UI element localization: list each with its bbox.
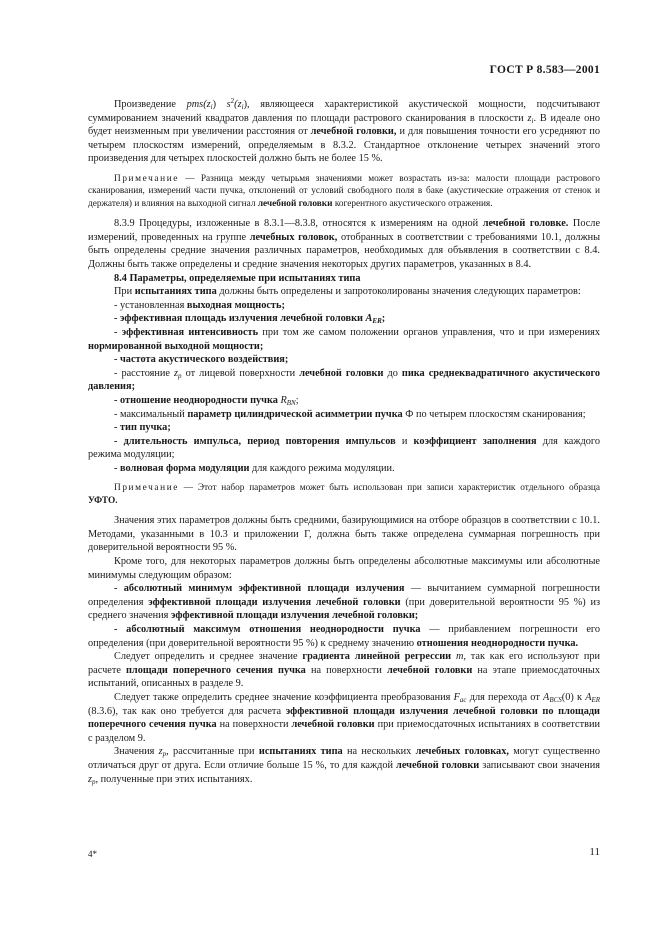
document-body <box>88 98 600 786</box>
list-item-output-power: - установленная выходная мощность; <box>114 299 285 311</box>
paragraph-abs-min-area: - абсолютный минимум эффективной площади излучения — вычитанием суммарной погрешности определения эффективной площади излучения лечебной головки (при доверительной вероятности 95 %) из среднего значения эффективной площади излучения лечебной головки; <box>88 583 601 622</box>
paragraph-zp-values: Значения $z_p$, рассчитанные при испытаниях типа на нескольких лечебных головках, могут существенно отличаться друг от друга. Если отличие больше 15 %, то для каждой лечебной головки записывают свои значения $z_p$, полученные при этих испытаниях. <box>88 746 601 786</box>
list-item-beam-type: - тип пучка; <box>114 422 171 434</box>
list-item-effective-area: - эффективная площадь излучения лечебной головки $A_{ER}$; <box>114 313 386 326</box>
note-1: Примечание — Разница между четырьмя значениями может возрастать из-за: малости площади растрового сканирования, измерений части пучка, отклонений от условий свободного поля в баке (акустические отражения от стенок и держателя) и влияния на выходной сигнал лечебной головки когерентного акустического отражения. <box>88 173 600 209</box>
paragraph-abs-max-nonuniformity: - абсолютный максимум отношения неоднородности пучка — прибавлением погрешности его определения (при доверительной вероятности 95 %) к среднему значению отношения неоднородности пучка. <box>88 624 601 649</box>
paragraph-power-product: Произведение $pms(z_i)$ $s^2(z_i)$, являющееся характеристикой акустической мощности, подсчитывают суммированием значений квадратов давления по площади растрового сканирования в плоскости $z_i$. В идеале оно будет неизменным при увеличении расстояния от лечебной головки, и для повышения точности его усредняют по четырем плоскостям измерений, определяемым в 8.3.2. Стандартное отклонение четырех значений этого произведения для четырех плоскостей должно быть не более 15 %. <box>88 97 601 165</box>
list-item-pulse-duration: - длительность импульса, период повторения импульсов и коэффициент заполнения для каждого режима модуляции; <box>88 435 600 461</box>
list-item-frequency: - частота акустического воздействия; <box>114 354 289 366</box>
list-item-modulation-waveform: - волновая форма модуляции для каждого режима модуляции. <box>114 462 395 474</box>
list-item-distance-zp: - расстояние $z_p$ от лицевой поверхности лечебной головки до пика среднеквадратичного акустического давления; <box>88 367 601 393</box>
list-item-beam-nonuniformity: - отношение неоднородности пучка $R_{BN}$; <box>114 394 299 407</box>
footer-sheet-mark: 4* <box>88 849 97 859</box>
paragraph-type-tests: При испытаниях типа должны быть определены и запротоколированы значения следующих параметров: <box>114 286 581 298</box>
page-number: 11 <box>589 846 600 858</box>
document-header: ГОСТ Р 8.583—2001 <box>489 64 600 76</box>
note-2: Примечание — Этот набор параметров может быть использован при записи характеристик отдельного образца УФТО. <box>88 483 600 506</box>
paragraph-8-3-9: 8.3.9 Процедуры, изложенные в 8.3.1—8.3.8, относятся к измерениям на одной лечебной головке. После измерений, проведенных на группе лечебных головок, отобранных в соответствии с требованиями 10.1, должны быть определены средние значения различных параметров, необходимых для объявления в соответствии с 8.4. Должны быть также определены и средние значения некоторых других параметров, указанных в 8.4. <box>88 218 601 270</box>
paragraph-conversion-factor: Следует также определить среднее значение коэффициента преобразования $F_{ac}$ для перехода от $A_{BCS}(0)$ к $A_{ER}$ (8.3.6), так как оно требуется для расчета эффективной площади излучения лечебной головки по площади поперечного сечения пучка на поверхности лечебной головки при приемосдаточных испытаниях в соответствии с разделом 9. <box>88 692 601 744</box>
list-item-effective-intensity: - эффективная интенсивность при том же самом положении органов управления, что и при измерениях нормированной выходной мощности; <box>88 326 600 352</box>
section-title-8-4: 8.4 Параметры, определяемые при испытаниях типа <box>114 272 361 284</box>
paragraph-regression-gradient: Следует определить и среднее значение градиента линейной регрессии m, так как его используют при расчете площади поперечного сечения пучка на поверхности лечебной головки на этапе приемосдаточных испытаний, описанных в разделе 9. <box>88 651 601 690</box>
paragraph-mean-values: Значения этих параметров должны быть средними, базирующимися на отборе образцов в соответствии с 10.1. Методами, указанными в 10.3 и приложении Г, должна быть также определена суммарная погрешность при доверительной вероятности 95 %. <box>88 515 600 554</box>
paragraph-absolute-limits: Кроме того, для некоторых параметров должны быть определены абсолютные максимумы или абсолютные минимумы следующим образом: <box>88 556 600 581</box>
list-item-cylindrical-asymmetry: - максимальный параметр цилиндрической асимметрии пучка Ф по четырем плоскостям сканирования; <box>114 408 586 420</box>
